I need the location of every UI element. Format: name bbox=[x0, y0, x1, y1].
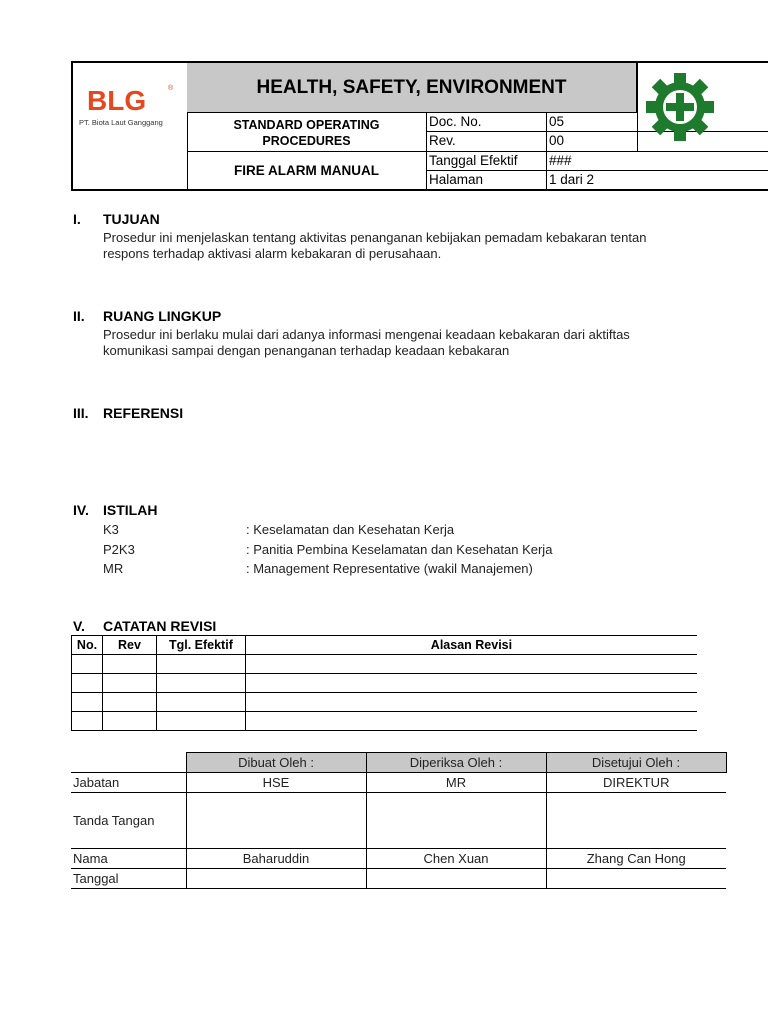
company-logo: BLG bbox=[87, 85, 147, 116]
sop-label bbox=[187, 113, 427, 152]
signature-cell bbox=[366, 793, 546, 849]
row-nama bbox=[71, 849, 726, 869]
section-title-ruang-lingkup: RUANG LINGKUP bbox=[103, 308, 222, 324]
col-header-rev: Rev bbox=[102, 636, 156, 655]
tujuan-paragraph bbox=[103, 230, 703, 262]
term-k3: K3 bbox=[103, 522, 119, 537]
jabatan-value: MR bbox=[366, 773, 546, 793]
row-jabatan bbox=[71, 773, 726, 793]
tanggal-cell bbox=[186, 869, 366, 889]
table-row bbox=[72, 712, 698, 731]
document-title: FIRE ALARM MANUAL bbox=[187, 152, 427, 189]
table-row bbox=[72, 674, 698, 693]
meta-value: 1 dari 2 bbox=[549, 172, 595, 187]
nama-value: Chen Xuan bbox=[366, 849, 546, 869]
jabatan-value: HSE bbox=[186, 773, 366, 793]
logo-cell bbox=[73, 63, 188, 189]
term-definition: : Management Representative (wakil Manajemen) bbox=[246, 561, 533, 576]
signature-cell bbox=[186, 793, 366, 849]
row-tanda-tangan bbox=[71, 793, 726, 849]
jabatan-value: DIREKTUR bbox=[546, 773, 726, 793]
table-row bbox=[72, 693, 698, 712]
ruang-lingkup-line-2: komunikasi sampai dengan penanganan terhadap keadaan kebakaran bbox=[103, 343, 510, 358]
nama-value: Baharuddin bbox=[186, 849, 366, 869]
row-label: Tanggal bbox=[71, 869, 186, 889]
section-number: III. bbox=[73, 405, 89, 421]
header-overflow-fill bbox=[697, 753, 726, 772]
section-title-tujuan: TUJUAN bbox=[103, 211, 160, 227]
col-header-alasan-revisi: Alasan Revisi bbox=[245, 636, 697, 655]
row-label: Jabatan bbox=[71, 773, 186, 793]
nama-value: Zhang Can Hong bbox=[546, 849, 726, 869]
section-number: I. bbox=[73, 211, 81, 227]
col-header-no: No. bbox=[72, 636, 103, 655]
sop-line-1: STANDARD OPERATING bbox=[233, 118, 380, 132]
signature-header-row bbox=[71, 753, 726, 773]
section-number: V. bbox=[73, 618, 85, 634]
header-title: HEALTH, SAFETY, ENVIRONMENT bbox=[187, 63, 637, 113]
tujuan-line-1: Prosedur ini menjelaskan tentang aktivitas penanganan kebijakan pemadam kebakaran tentan bbox=[103, 230, 647, 245]
tujuan-line-2: respons terhadap aktivasi alarm kebakaran di perusahaan. bbox=[103, 246, 442, 261]
logo-company-name: PT. Biota Laut Ganggang bbox=[79, 118, 163, 127]
meta-row-halaman bbox=[427, 171, 768, 189]
meta-value: 05 bbox=[549, 114, 565, 129]
document-header bbox=[71, 61, 768, 191]
revision-header-row bbox=[72, 636, 698, 655]
section-title-referensi: REFERENSI bbox=[103, 405, 184, 421]
term-definition: : Panitia Pembina Keselamatan dan Kesehatan Kerja bbox=[246, 542, 553, 557]
signature-table bbox=[71, 752, 727, 889]
section-number: II. bbox=[73, 308, 85, 324]
signature-cell bbox=[546, 793, 726, 849]
col-header-tgl-efektif: Tgl. Efektif bbox=[156, 636, 245, 655]
safety-gear-logo bbox=[637, 63, 768, 152]
sop-line-2: PROCEDURES bbox=[262, 134, 351, 148]
ruang-lingkup-paragraph bbox=[103, 327, 703, 359]
col-header-diperiksa-oleh: Diperiksa Oleh : bbox=[366, 753, 546, 773]
meta-key: Doc. No. bbox=[429, 114, 482, 129]
meta-value: ### bbox=[549, 153, 572, 168]
term-p2k3: P2K3 bbox=[103, 542, 135, 557]
ruang-lingkup-line-1: Prosedur ini berlaku mulai dari adanya informasi mengenai keadaan kebakaran dari aktiftas bbox=[103, 327, 630, 342]
section-title-catatan-revisi: CATATAN REVISI bbox=[103, 618, 217, 634]
meta-value: 00 bbox=[549, 133, 565, 148]
meta-row-tanggal-efektif bbox=[427, 152, 768, 171]
section-number: IV. bbox=[73, 502, 89, 518]
tanggal-cell bbox=[366, 869, 546, 889]
row-label: Tanda Tangan bbox=[71, 793, 186, 849]
meta-key: Rev. bbox=[429, 133, 456, 148]
tanggal-cell bbox=[546, 869, 726, 889]
term-mr: MR bbox=[103, 561, 124, 576]
gear-cross-icon bbox=[638, 63, 768, 152]
meta-key: Halaman bbox=[429, 172, 484, 187]
section-title-istilah: ISTILAH bbox=[103, 502, 158, 518]
term-definition: : Keselamatan dan Kesehatan Kerja bbox=[246, 522, 455, 537]
meta-key: Tanggal Efektif bbox=[429, 153, 518, 168]
col-header-dibuat-oleh: Dibuat Oleh : bbox=[186, 753, 366, 773]
table-row bbox=[72, 655, 698, 674]
row-tanggal bbox=[71, 869, 726, 889]
revision-table bbox=[71, 635, 697, 731]
row-label: Nama bbox=[71, 849, 186, 869]
logo-registered-mark: ® bbox=[168, 85, 174, 92]
col-header-disetujui-oleh: Disetujui Oleh : bbox=[546, 753, 726, 773]
